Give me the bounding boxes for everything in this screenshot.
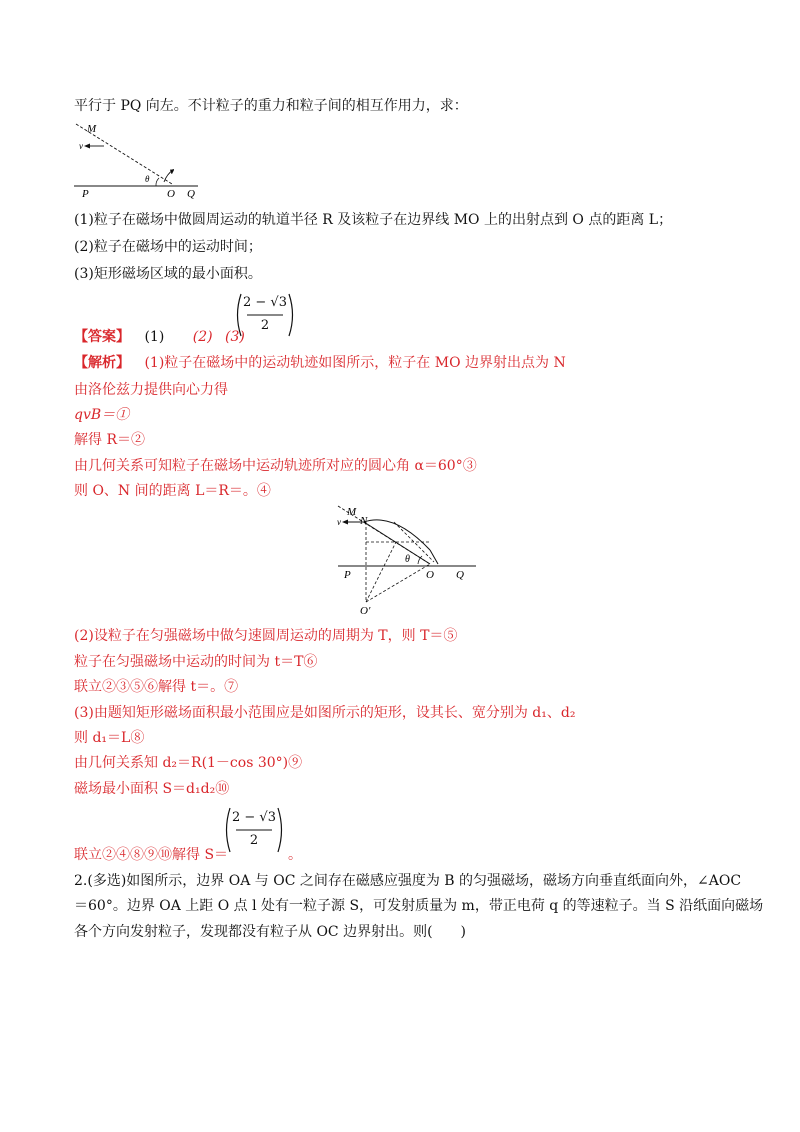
figure-1-label-v-left: v [79,141,83,151]
figure-2-label-P: P [344,569,351,581]
analysis-line-1 [74,353,566,373]
figure-1-label-Q: Q [187,188,195,200]
figure-1-label-theta: θ [145,174,150,184]
answer-part-1: (1) [144,329,165,345]
problem-2-line-3: 各个方向发射粒子，发现都没有粒子从 OC 边界射出。则( ) [74,924,467,940]
figure-1-label-P: P [82,188,89,200]
answer-line [74,327,245,347]
analysis-line-14-end: 。 [288,847,302,863]
question-3: (3)矩形磁场区域的最小面积。 [74,266,262,282]
figure-1-label-O: O [167,188,175,200]
figure-2-label-Q: Q [456,569,464,581]
analysis-line-11: 则 d₁＝L⑧ [74,730,145,746]
figure-1-label-v-right: v [170,166,174,176]
problem-2-line-2: ＝60°。边界 OA 上距 O 点 l 处有一粒子源 S，可发射质量为 m，带正电荷 q 的等速粒子。当 S 沿纸面向磁场 [74,898,764,914]
analysis-line-6: 则 O、N 间的距离 L＝R＝。④ [74,483,271,499]
answer-part-2: (2) [192,329,213,345]
analysis-line-14: 联立②④⑧⑨⑩解得 S＝ [74,847,229,863]
figure-2-label-N: N [360,515,368,527]
answer-part-3: (3) [225,329,245,345]
final-fraction-denominator: 2 [249,833,259,848]
analysis-line-12: 由几何关系知 d₂＝R(1－cos 30°)⑨ [74,755,303,771]
answer-fraction [233,292,297,338]
analysis-line-3: qvB＝① [74,407,130,423]
question-2: (2)粒子在磁场中的运动时间； [74,239,262,255]
figure-2-label-theta: θ [405,554,410,565]
figure-2-label-O: O [426,569,434,581]
figure-2-label-O-prime: O′ [360,605,371,617]
analysis-tag: 【解析】 [74,355,130,371]
figure-2-label-M: M [347,506,357,518]
analysis-text-1: (1)粒子在磁场中的运动轨迹如图所示，粒子在 MO 边界射出点为 N [144,355,566,371]
answer-fraction-numerator: 2 − √3 [243,295,287,310]
figure-1-diagram [70,118,210,200]
analysis-line-7: (2)设粒子在匀强磁场中做匀速圆周运动的周期为 T，则 T＝⑤ [74,628,458,644]
question-1: (1)粒子在磁场中做圆周运动的轨道半径 R 及该粒子在边界线 MO 上的出射点到 O 点的距离 L； [74,212,673,228]
figure-2-label-v: v [337,517,341,527]
problem-2-line-1: 2.(多选)如图所示，边界 OA 与 OC 之间存在磁感应强度为 B 的匀强磁场，磁场方向垂直纸面向外，∠AOC [74,873,742,889]
analysis-line-2: 由洛伦兹力提供向心力得 [74,382,228,398]
analysis-line-4: 解得 R＝② [74,432,145,448]
figure-1-label-M: M [87,123,97,135]
analysis-line-9: 联立②③⑤⑥解得 t＝。⑦ [74,679,239,695]
final-fraction [222,806,286,854]
analysis-line-5: 由几何关系可知粒子在磁场中运动轨迹所对应的圆心角 α＝60°③ [74,458,477,474]
analysis-line-10: (3)由题知矩形磁场面积最小范围应是如图所示的矩形，设其长、宽分别为 d₁、d₂ [74,705,576,721]
problem-intro-line: 平行于 PQ 向左。不计粒子的重力和粒子间的相互作用力，求： [74,98,468,114]
final-fraction-numerator: 2 − √3 [232,810,276,825]
figure-2-diagram [334,502,478,620]
analysis-line-13: 磁场最小面积 S＝d₁d₂⑩ [74,781,230,797]
answer-tag: 【答案】 [74,329,130,345]
answer-fraction-denominator: 2 [260,318,270,333]
analysis-line-8: 粒子在匀强磁场中运动的时间为 t＝T⑥ [74,654,318,670]
